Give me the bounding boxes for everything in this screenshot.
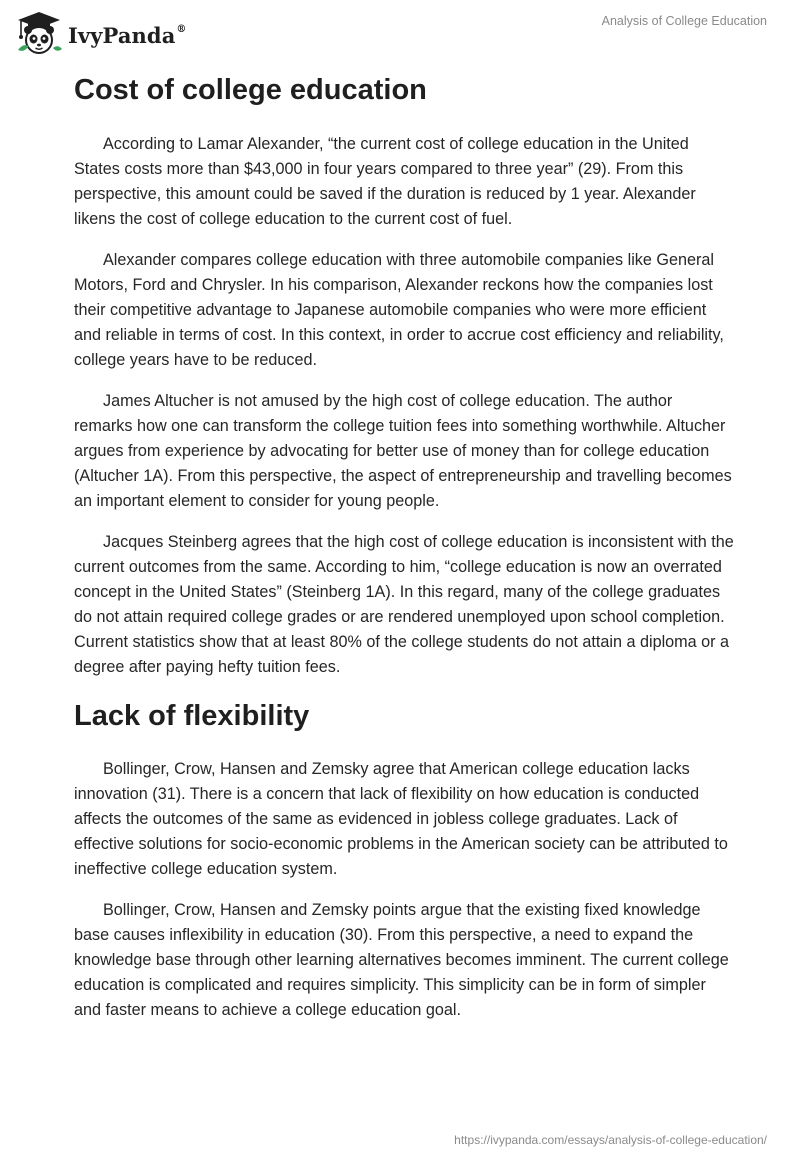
- paragraph: Bollinger, Crow, Hansen and Zemsky agree that American college education lacks innovation (31). There is a concern that lack of flexibility on how education is conducted affects the outcomes of the same as evidenced in jobless college graduates. Lack of effective solutions for socio-economic problems in the American society can be attributed to ineffective college education system.: [74, 760, 728, 878]
- panda-graduation-icon: [14, 10, 64, 56]
- page-header: [0, 0, 800, 62]
- paragraph: Jacques Steinberg agrees that the high cost of college education is inconsistent with the current outcomes from the same. According to him, “college education is now an overrated concept in the United States” (Steinberg 1A). In this regard, many of the college graduates do not attain required college grades or are rendered unemployed upon school completion. Current statistics show that at least 80% of the college students do not attain a diploma or a degree after paying hefty tuition fees.: [74, 533, 734, 676]
- paragraph: According to Lamar Alexander, “the current cost of college education in the United States costs more than $43,000 in four years compared to three year” (29). From this perspective, this amount could be saved if the duration is reduced by 1 year. Alexander likens the cost of college education to the current cost of fuel.: [74, 135, 696, 228]
- paragraph: Bollinger, Crow, Hansen and Zemsky points argue that the existing fixed knowledge base causes inflexibility in education (30). From this perspective, a need to expand the knowledge base through other learning alternatives becomes imminent. The current college education is complicated and requires simplicity. This simplicity can be in form of simpler and faster means to achieve a college education goal.: [74, 901, 729, 1019]
- source-url[interactable]: https://ivypanda.com/essays/analysis-of-college-education/: [454, 1133, 767, 1147]
- section-heading-cost: Cost of college education: [74, 74, 427, 106]
- brand-name: IvyPanda®: [68, 22, 187, 48]
- ivypanda-logo[interactable]: [14, 8, 204, 58]
- registered-mark: ®: [176, 23, 187, 35]
- paragraph: James Altucher is not amused by the high cost of college education. The author remarks how one can transform the college tuition fees into something worthwhile. Altucher argues from experience by advocating for better use of money than for college education (Altucher 1A). From this perspective, the aspect of entrepreneurship and travelling becomes an important element to consider for young people.: [74, 392, 732, 510]
- section-heading-flexibility: Lack of flexibility: [74, 700, 310, 732]
- paragraph: Alexander compares college education with three automobile companies like General Motors, Ford and Chrysler. In his comparison, Alexander reckons how the companies lost their competitive advantage to Japanese automobile companies who were more efficient and reliable in terms of cost. In this context, in order to accrue cost efficiency and reliability, college years have to be reduced.: [74, 251, 724, 369]
- document-title: Analysis of College Education: [601, 14, 767, 28]
